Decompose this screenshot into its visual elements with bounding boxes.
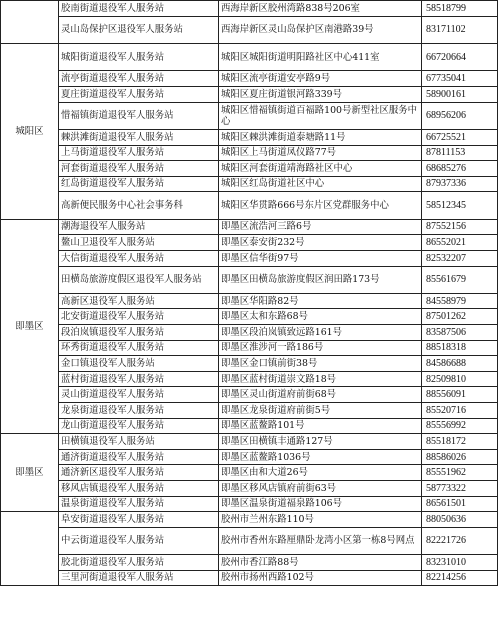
station-name: 三里河街道退役军人服务站 [59, 570, 219, 586]
station-name: 金口镇退役军人服务站 [59, 356, 219, 372]
station-name: 大信街道退役军人服务站 [59, 250, 219, 266]
station-address: 胶州市兰州东路110号 [219, 512, 422, 528]
station-phone: 87937336 [422, 176, 498, 192]
district-cell: 即墨区 [1, 219, 59, 434]
station-phone: 85561679 [422, 266, 498, 293]
station-name: 上马街道退役军人服务站 [59, 145, 219, 161]
station-name: 灵山岛保护区退役军人服务站 [59, 16, 219, 43]
table-row [1, 102, 498, 129]
table-row [1, 434, 498, 450]
station-phone: 68956206 [422, 102, 498, 129]
station-name: 胶北街道退役军人服务站 [59, 555, 219, 571]
table-row [1, 293, 498, 309]
station-name: 通济新区退役军人服务站 [59, 465, 219, 481]
table-row [1, 387, 498, 403]
table-row [1, 481, 498, 497]
station-address: 胶州市香江路88号 [219, 555, 422, 571]
station-phone: 83587506 [422, 325, 498, 341]
table-row [1, 71, 498, 87]
station-address: 胶州市扬州西路102号 [219, 570, 422, 586]
station-name: 夏庄街道退役军人服务站 [59, 86, 219, 102]
station-phone: 87811153 [422, 145, 498, 161]
station-phone: 66725521 [422, 129, 498, 145]
table-row [1, 161, 498, 177]
table-row [1, 371, 498, 387]
station-name: 龙山街道退役军人服务站 [59, 418, 219, 434]
station-phone: 84586688 [422, 356, 498, 372]
station-phone: 88586026 [422, 449, 498, 465]
station-phone: 85520716 [422, 403, 498, 419]
table-row [1, 449, 498, 465]
station-address: 即墨区蓝鳌路1036号 [219, 449, 422, 465]
station-name: 城阳街道退役军人服务站 [59, 43, 219, 70]
station-phone: 85518172 [422, 434, 498, 450]
station-phone: 68685276 [422, 161, 498, 177]
table-row [1, 129, 498, 145]
table-row [1, 340, 498, 356]
station-name: 惜福镇街道退役军人服务站 [59, 102, 219, 129]
station-phone: 86552021 [422, 235, 498, 251]
district-cell [1, 1, 59, 44]
station-address: 城阳区棘洪滩街道泰塘路11号 [219, 129, 422, 145]
station-name: 蓝村街道退役军人服务站 [59, 371, 219, 387]
station-phone: 84558979 [422, 293, 498, 309]
station-phone: 86561501 [422, 496, 498, 512]
station-address: 胶州市香州东路厘鼎卧龙湾小区第一栋8号网点 [219, 527, 422, 554]
table-row [1, 219, 498, 235]
table-row [1, 176, 498, 192]
station-name: 流亭街道退役军人服务站 [59, 71, 219, 87]
station-phone: 58512345 [422, 192, 498, 219]
table-row [1, 570, 498, 586]
station-phone: 87552156 [422, 219, 498, 235]
station-phone: 88556091 [422, 387, 498, 403]
station-address: 即墨区流浩河三路6号 [219, 219, 422, 235]
station-address: 城阳区华贯路666号东片区党群服务中心 [219, 192, 422, 219]
table-row [1, 309, 498, 325]
station-address: 即墨区泰安街232号 [219, 235, 422, 251]
table-row [1, 527, 498, 554]
station-phone: 66720664 [422, 43, 498, 70]
station-address: 即墨区华阳路82号 [219, 293, 422, 309]
station-address: 即墨区田横岛旅游度假区润田路173号 [219, 266, 422, 293]
station-name: 温泉街道退役军人服务站 [59, 496, 219, 512]
station-name: 高新便民服务中心社会事务科 [59, 192, 219, 219]
table-row [1, 266, 498, 293]
station-name: 红岛街道退役军人服务站 [59, 176, 219, 192]
district-cell: 城阳区 [1, 43, 59, 219]
station-phone: 58773322 [422, 481, 498, 497]
station-name: 棘洪滩街道退役军人服务站 [59, 129, 219, 145]
table-row [1, 1, 498, 17]
station-phone: 88050636 [422, 512, 498, 528]
table-row [1, 86, 498, 102]
table-row [1, 555, 498, 571]
station-address: 即墨区淮涉河一路186号 [219, 340, 422, 356]
station-address: 城阳区上马街道凤仪路77号 [219, 145, 422, 161]
station-phone: 88518318 [422, 340, 498, 356]
station-name: 田横镇退役军人服务站 [59, 434, 219, 450]
station-address: 城阳区惜福镇街道百福路100号新型社区服务中心 [219, 102, 422, 129]
station-address: 城阳区红岛街道社区中心 [219, 176, 422, 192]
station-name: 高新区退役军人服务站 [59, 293, 219, 309]
station-phone: 82214256 [422, 570, 498, 586]
station-address: 城阳区夏庄街道银河路339号 [219, 86, 422, 102]
station-name: 潮海退役军人服务站 [59, 219, 219, 235]
station-phone: 58518799 [422, 1, 498, 17]
station-address: 即墨区蓝村街道崇文路18号 [219, 371, 422, 387]
station-address: 即墨区田横镇丰通路127号 [219, 434, 422, 450]
station-name: 阜安街道退役军人服务站 [59, 512, 219, 528]
table-row [1, 16, 498, 43]
station-address: 即墨区信华街97号 [219, 250, 422, 266]
district-cell: 即墨区 [1, 434, 59, 512]
station-name: 北安街道退役军人服务站 [59, 309, 219, 325]
station-address: 即墨区太和东路68号 [219, 309, 422, 325]
station-name: 田横岛旅游度假区退役军人服务站 [59, 266, 219, 293]
table-row [1, 403, 498, 419]
station-phone: 58900161 [422, 86, 498, 102]
station-address: 城阳区河套街道靖海路社区中心 [219, 161, 422, 177]
station-name: 胶南街道退役军人服务站 [59, 1, 219, 17]
station-name: 通济街道退役军人服务站 [59, 449, 219, 465]
table-row [1, 418, 498, 434]
station-phone: 82221726 [422, 527, 498, 554]
station-address: 即墨区灵山街道府前街68号 [219, 387, 422, 403]
station-phone: 82509810 [422, 371, 498, 387]
station-phone: 85551962 [422, 465, 498, 481]
station-name: 灵山街道退役军人服务站 [59, 387, 219, 403]
station-name: 鳌山卫退役军人服务站 [59, 235, 219, 251]
station-address: 即墨区金口镇前街38号 [219, 356, 422, 372]
station-phone: 82532207 [422, 250, 498, 266]
station-name: 移风店镇退役军人服务站 [59, 481, 219, 497]
table-row [1, 235, 498, 251]
table-row [1, 496, 498, 512]
station-address: 西海岸新区胶州湾路838号206室 [219, 1, 422, 17]
table-row [1, 325, 498, 341]
station-address: 即墨区蓝鳌路101号 [219, 418, 422, 434]
table-row [1, 465, 498, 481]
station-address: 城阳区城阳街道明阳路社区中心411室 [219, 43, 422, 70]
station-phone: 85556992 [422, 418, 498, 434]
station-name: 中云街道退役军人服务站 [59, 527, 219, 554]
table-row [1, 250, 498, 266]
station-name: 环秀街道退役军人服务站 [59, 340, 219, 356]
station-phone: 83231010 [422, 555, 498, 571]
station-name: 河套街道退役军人服务站 [59, 161, 219, 177]
station-name: 龙泉街道退役军人服务站 [59, 403, 219, 419]
table-row [1, 192, 498, 219]
station-address: 即墨区由和大道26号 [219, 465, 422, 481]
station-phone: 87501262 [422, 309, 498, 325]
station-address: 即墨区龙泉街道府前街5号 [219, 403, 422, 419]
table-row [1, 356, 498, 372]
station-address: 即墨区温泉街道福泉路106号 [219, 496, 422, 512]
station-name: 段泊岚镇退役军人服务站 [59, 325, 219, 341]
station-address: 西海岸新区灵山岛保护区南港路39号 [219, 16, 422, 43]
station-phone: 67735041 [422, 71, 498, 87]
table-row [1, 145, 498, 161]
district-cell [1, 512, 59, 586]
station-address: 城阳区流亭街道安亭路9号 [219, 71, 422, 87]
station-address: 即墨区移风店镇府前街63号 [219, 481, 422, 497]
table-row [1, 512, 498, 528]
table-row [1, 43, 498, 70]
station-address: 即墨区段泊岚镇致远路161号 [219, 325, 422, 341]
station-phone: 83171102 [422, 16, 498, 43]
